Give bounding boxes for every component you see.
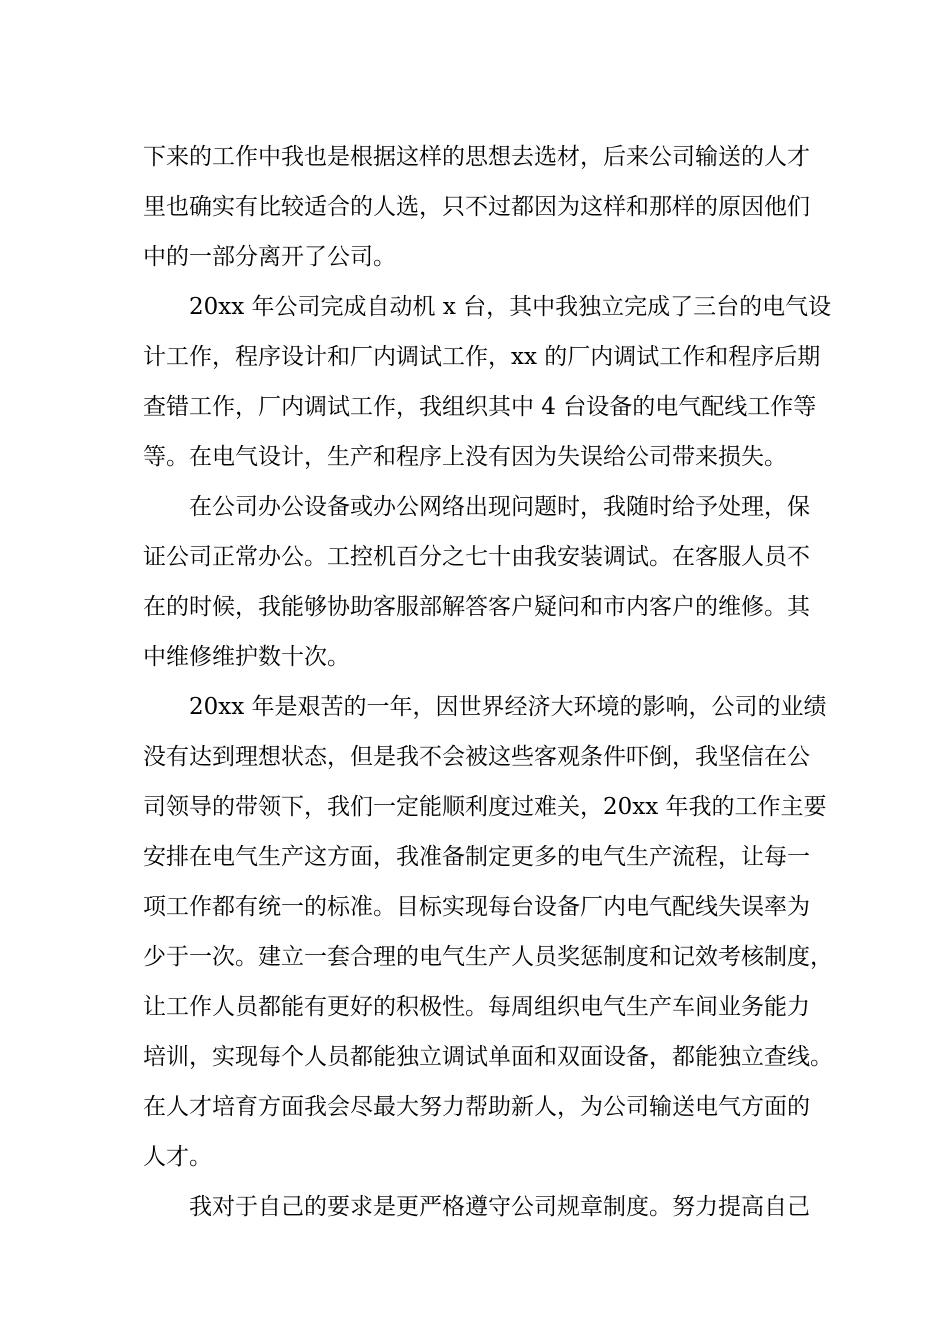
- text-line: 让工作人员都能有更好的积极性。每周组织电气生产车间业务能力: [143, 994, 810, 1020]
- text-line: 查错工作，厂内调试工作，我组织其中 4 台设备的电气配线工作等: [143, 394, 817, 420]
- text-line: 项工作都有统一的标准。目标实现每台设备厂内电气配线失误率为: [143, 894, 810, 920]
- text-line: 没有达到理想状态，但是我不会被这些客观条件吓倒，我坚信在公: [143, 744, 810, 770]
- text-line: 证公司正常办公。工控机百分之七十由我安装调试。在客服人员不: [143, 544, 810, 570]
- text-line: 在的时候，我能够协助客服部解答客户疑问和市内客户的维修。其: [143, 594, 810, 620]
- text-line: 培训，实现每个人员都能独立调试单面和双面设备，都能独立查线。: [143, 1044, 833, 1070]
- text-line: 司领导的带领下，我们一定能顺利度过难关，20xx 年我的工作主要: [143, 794, 827, 820]
- text-line: 下来的工作中我也是根据这样的思想去选材，后来公司输送的人才: [143, 144, 810, 170]
- text-line: 在公司办公设备或办公网络出现问题时，我随时给予处理，保: [189, 494, 810, 520]
- text-line: 少于一次。建立一套合理的电气生产人员奖惩制度和记效考核制度，: [143, 944, 833, 970]
- text-line: 20xx 年公司完成自动机 x 台，其中我独立完成了三台的电气设: [189, 294, 832, 320]
- text-line: 20xx 年是艰苦的一年，因世界经济大环境的影响，公司的业绩: [189, 694, 827, 720]
- text-line: 我对于自己的要求是更严格遵守公司规章制度。努力提高自己: [189, 1194, 810, 1220]
- text-line: 里也确实有比较适合的人选，只不过都因为这样和那样的原因他们: [143, 194, 810, 220]
- text-line: 等。在电气设计，生产和程序上没有因为失误给公司带来损失。: [143, 444, 787, 470]
- text-line: 中维修维护数十次。: [143, 644, 350, 670]
- text-line: 安排在电气生产这方面，我准备制定更多的电气生产流程，让每一: [143, 844, 810, 870]
- text-line: 在人才培育方面我会尽最大努力帮助新人，为公司输送电气方面的: [143, 1094, 810, 1120]
- text-line: 中的一部分离开了公司。: [143, 244, 396, 270]
- text-line: 人才。: [143, 1144, 212, 1170]
- text-line: 计工作，程序设计和厂内调试工作，xx 的厂内调试工作和程序后期: [143, 344, 821, 370]
